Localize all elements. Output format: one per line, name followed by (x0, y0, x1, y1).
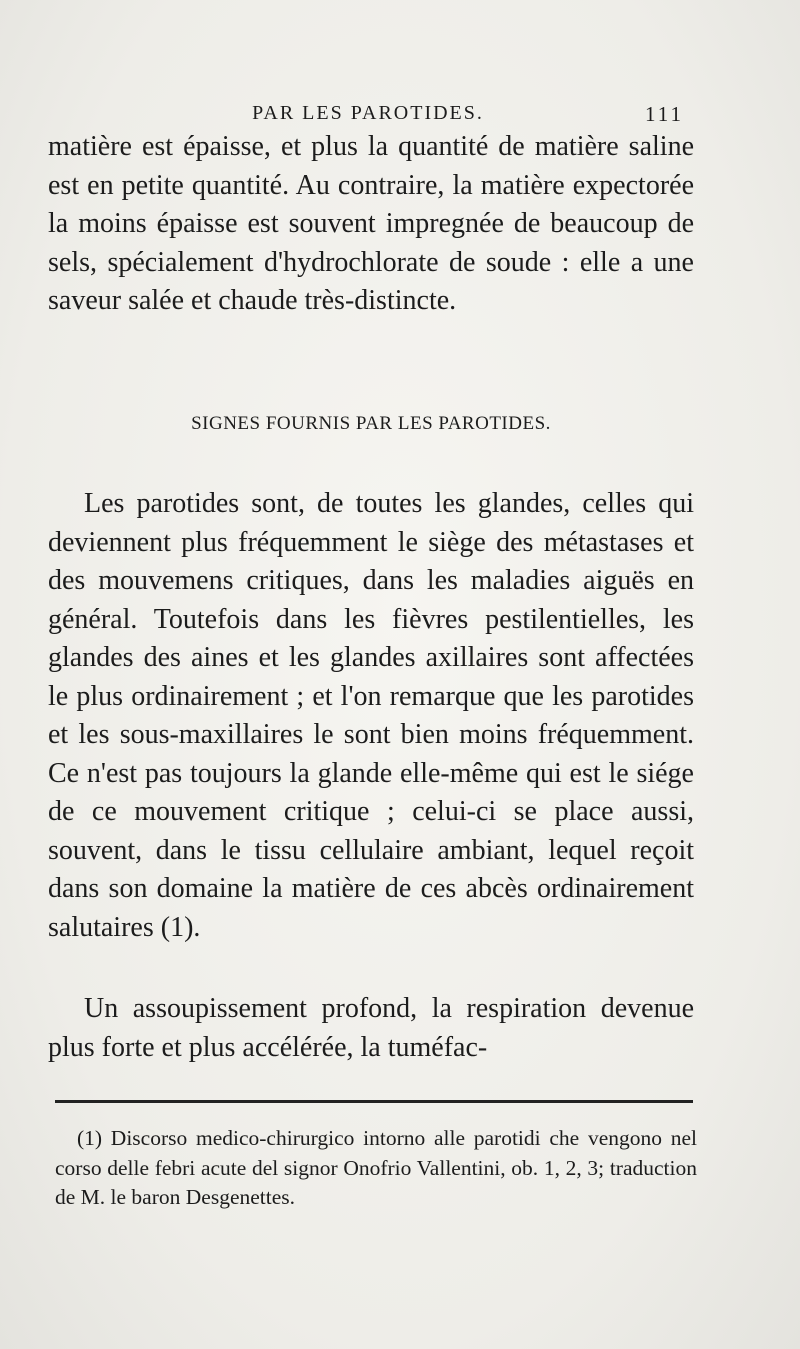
paragraph-parotides: Les parotides sont, de toutes les glandes, celles qui deviennent plus fréquemment le siège des métastases et des mouvemens critiques, dans les maladies aiguës en général. Toutefois dans les fièvres pestilentielles, les glandes des aines et les glandes axillaires sont affectées le plus ordinairement ; et l'on remarque que les parotides et les sous-maxillaires le sont bien moins fréquemment. Ce n'est pas toujours la glande elle-même qui est le siége de ce mouvement critique ; celui-ci se place aussi, souvent, dans le tissu cellulaire ambiant, lequel reçoit dans son domaine la matière de ces abcès ordinairement salutaires (1). (48, 488, 694, 943)
page-number: 111 (645, 102, 684, 126)
footnote: (1) Discorso medico-chirurgico intorno alle parotidi che vengono nel corso delle febri acute del signor Onofrio Vallentini, ob. 1, 2, 3; traduction de M. le baron Desgenettes. (55, 1126, 697, 1209)
section-heading: SIGNES FOURNIS PAR LES PAROTIDES. (191, 413, 551, 434)
paragraph-continued: matière est épaisse, et plus la quantité de matière saline est en petite quantité. Au contraire, la matière expectorée la moins épaisse est souvent impregnée de beaucoup de sels, spécialement d'hydrochlorate de soude : elle a une saveur salée et chaude très-distincte. (48, 131, 694, 316)
paragraph-assoupissement: Un assoupissement profond, la respiration devenue plus forte et plus accélérée, la tuméfac- (48, 993, 694, 1063)
footnote-rule (55, 1100, 693, 1103)
running-head: PAR LES PAROTIDES. (252, 102, 484, 124)
